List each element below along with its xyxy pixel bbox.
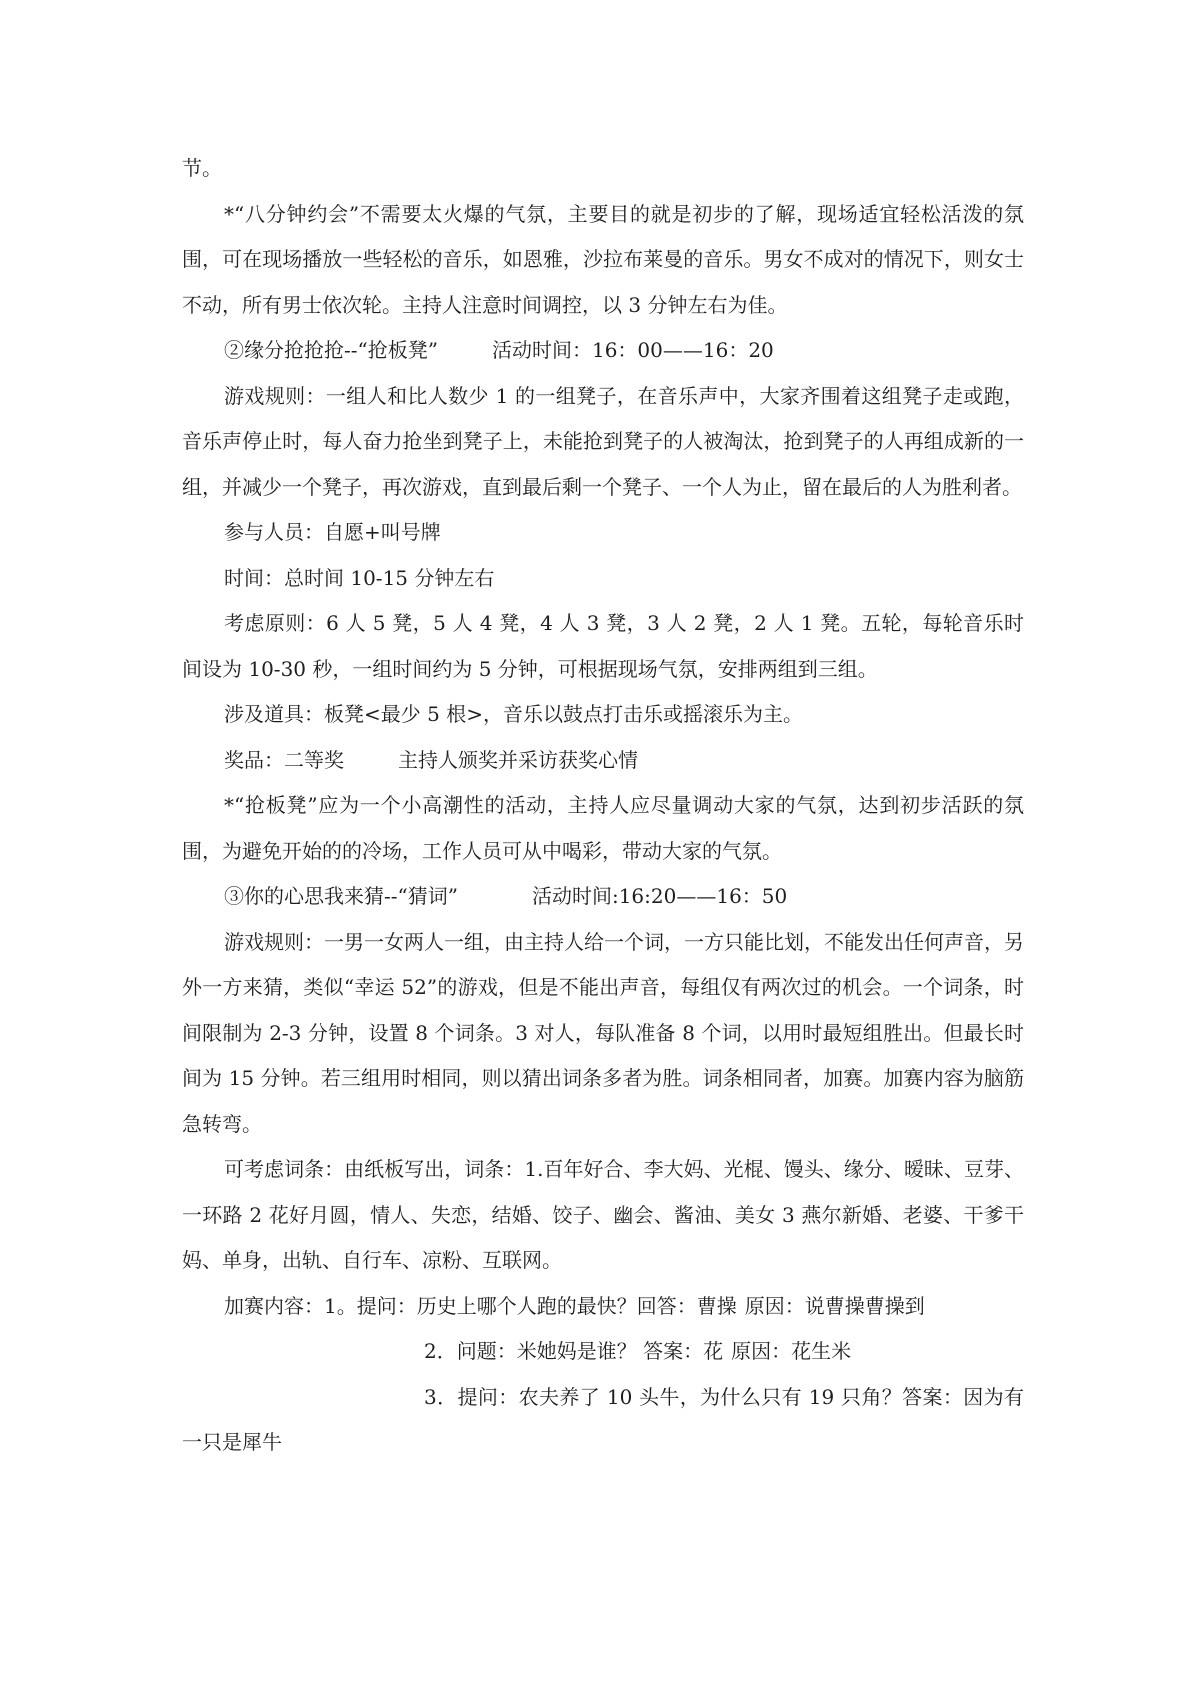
game-2-participants: 参与人员：自愿+叫号牌	[224, 520, 441, 544]
tiebreak-question-1-reason: 原因：说曹操曹操到	[744, 1293, 925, 1318]
tiebreak-question-1	[182, 1284, 1024, 1330]
game-3-heading	[182, 874, 1024, 920]
game-2-prize-label: 奖品：二等奖	[224, 747, 344, 772]
tiebreak-question-2	[182, 1329, 1024, 1375]
game-2-props: 涉及道具：板凳<最少 5 根>，音乐以鼓点打击乐或摇滚乐为主。	[224, 702, 803, 726]
game-3-title: ③你的心思我来猜--“猜词”	[224, 884, 458, 908]
game-3-rules: 游戏规则：一男一女两人一组，由主持人给一个词，一方只能比划，不能发出任何声音，另外一方来猜，类似“幸运 52”的游戏，但是不能出声音，每组仅有两次过的机会。一个词条，时间限制为 2-3 分钟，设置 8 个词条。3 对人，每队准备 8 个词，以用时最短组胜出。但最长时间为 15 分钟。若三组用时相同，则以猜出词条多者为胜。词条相同者，加赛。加赛内容为脑筋急转弯。	[182, 929, 1024, 1136]
tiebreak-question-1-text: 加赛内容：1。提问：历史上哪个人跑的最快？回答：曹操	[224, 1293, 737, 1318]
game-2-title: ②缘分抢抢抢--“抢板凳”	[224, 338, 438, 362]
game-3-word-list: 可考虑词条：由纸板写出，词条：1.百年好合、李大妈、光棍、馒头、缘分、暧昧、豆芽、一环路 2 花好月圆，情人、失恋，结婚、饺子、幽会、酱油、美女 3 燕尔新婚、老婆、干爹干妈、单身，出轨、自行车、凉粉、互联网。	[182, 1157, 1024, 1272]
game-2-heading	[182, 328, 1024, 374]
paragraph-eight-minute-date-note: *“八分钟约会”不需要太火爆的气氛，主要目的就是初步的了解，现场适宜轻松活泼的氛围，可在现场播放一些轻松的音乐，如恩雅，沙拉布莱曼的音乐。男女不成对的情况下，则女士不动，所有男士依次轮。主持人注意时间调控，以 3 分钟左右为佳。	[182, 201, 1024, 317]
tiebreak-question-2-reason: 原因：花生米	[731, 1339, 852, 1363]
game-2-rules: 游戏规则：一组人和比人数少 1 的一组凳子，在音乐声中，大家齐围着这组凳子走或跑，音乐声停止时，每人奋力抢坐到凳子上，未能抢到凳子的人被淘汰，抢到凳子的人再组成新的一组，并减少一个凳子，再次游戏，直到最后剩一个凳子、一个人为止，留在最后的人为胜利者。	[182, 383, 1024, 499]
game-2-prize	[182, 738, 1024, 784]
game-3-time: 活动时间:16:20——16：50	[531, 884, 788, 908]
paragraph-continuation: 节。	[182, 156, 222, 180]
game-2-note: *“抢板凳”应为一个小高潮性的活动，主持人应尽量调动大家的气氛，达到初步活跃的氛围，为避免开始的的冷场，工作人员可从中喝彩，带动大家的气氛。	[182, 793, 1024, 863]
tiebreak-question-2-text: 2．问题：米她妈是谁？ 答案：花	[424, 1339, 724, 1363]
document-body	[182, 146, 1024, 1466]
tiebreak-question-3: 3．提问：农夫养了 10 头牛，为什么只有 19 只角？答案：因为有一只是犀牛	[182, 1384, 1024, 1454]
game-2-time: 活动时间：16：00——16：20	[491, 338, 774, 362]
game-2-prize-note: 主持人颁奖并采访获奖心情	[398, 747, 638, 772]
game-2-principles: 考虑原则：6 人 5 凳，5 人 4 凳，4 人 3 凳，3 人 2 凳，2 人 1 凳。五轮，每轮音乐时间设为 10-30 秒，一组时间约为 5 分钟，可根据现场气氛，安排两组到三组。	[182, 611, 1024, 681]
game-2-duration: 时间：总时间 10-15 分钟左右	[224, 565, 495, 590]
